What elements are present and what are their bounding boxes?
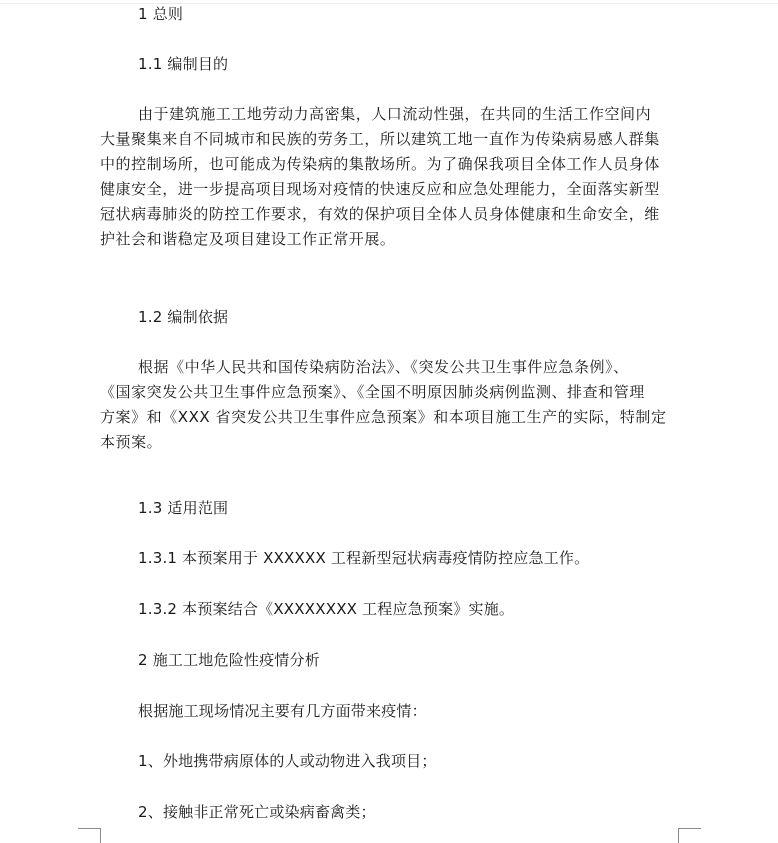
margin-corner-mark-left	[78, 828, 101, 843]
scope-item-2: 1.3.2 本预案结合《XXXXXXXX 工程应急预案》实施。	[138, 600, 515, 618]
basis-paragraph	[100, 355, 680, 455]
scope-item-1: 1.3.1 本预案用于 XXXXXX 工程新型冠状病毒疫情防控应急工作。	[138, 549, 590, 567]
heading-risk-analysis: 2 施工工地危险性疫情分析	[138, 651, 320, 669]
paragraph-line: 大量聚集来自不同城市和民族的劳务工，所以建筑工地一直作为传染病易感人群集	[100, 130, 660, 148]
analysis-intro: 根据施工现场情况主要有几方面带来疫情：	[138, 702, 427, 720]
paragraph-line: 根据《中华人民共和国传染病防治法》、《突发公共卫生事件应急条例》、	[138, 358, 629, 376]
purpose-paragraph	[100, 102, 680, 252]
paragraph-line: 冠状病毒肺炎的防控工作要求，有效的保护项目全体人员身体健康和生命安全，维	[100, 205, 660, 223]
heading-basis: 1.2 编制依据	[138, 308, 229, 326]
analysis-item-2: 2、接触非正常死亡或染病畜禽类；	[138, 803, 376, 821]
margin-corner-mark-right	[678, 828, 701, 843]
paragraph-line: 《国家突发公共卫生事件应急预案》、《全国不明原因肺炎病例监测、排查和管理	[100, 383, 645, 401]
paragraph-line: 方案》和《XXX 省突发公共卫生事件应急预案》和本项目施工生产的实际，特制定	[100, 408, 667, 426]
heading-general: 1 总则	[138, 5, 184, 23]
heading-purpose: 1.1 编制目的	[138, 55, 229, 73]
paragraph-line: 中的控制场所，也可能成为传染病的集散场所。为了确保我项目全体工作人员身体	[100, 155, 660, 173]
heading-scope: 1.3 适用范围	[138, 499, 229, 517]
paragraph-line: 护社会和谐稳定及项目建设工作正常开展。	[100, 230, 396, 248]
analysis-item-1: 1、外地携带病原体的人或动物进入我项目；	[138, 752, 437, 770]
paragraph-line: 由于建筑施工工地劳动力高密集，人口流动性强，在共同的生活工作空间内	[138, 105, 652, 123]
paragraph-line: 本预案。	[100, 433, 163, 451]
paragraph-line: 健康安全，进一步提高项目现场对疫情的快速反应和应急处理能力，全面落实新型	[100, 180, 660, 198]
